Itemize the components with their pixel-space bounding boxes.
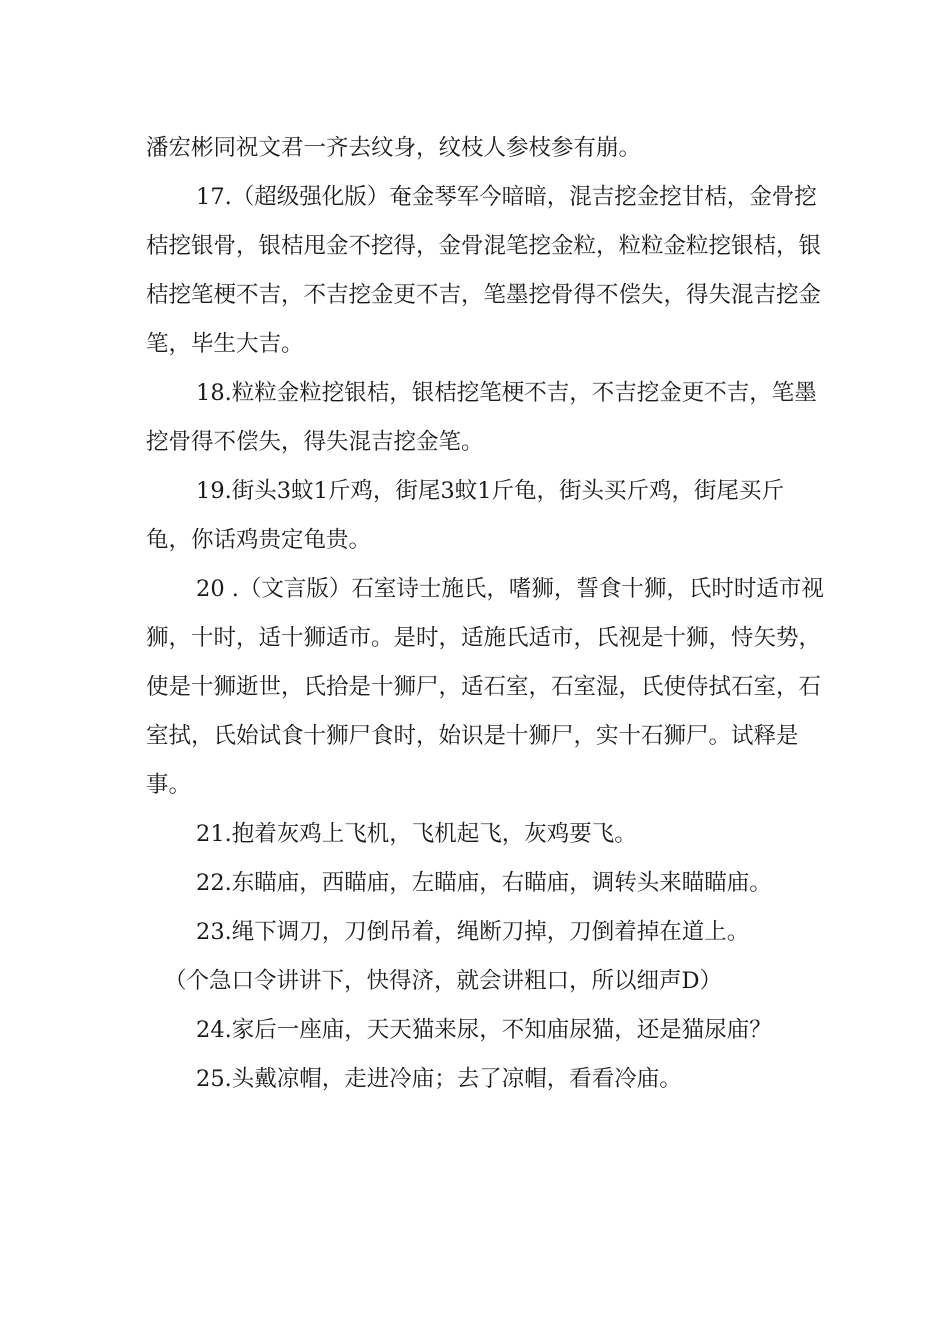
- paragraph-17: 17.（超级强化版）奄金琴军今暗暗，混吉挖金挖甘桔，金骨挖桔挖银骨，银桔甩金不挖得，金骨混笔挖金粒，粒粒金粒挖银桔，银桔挖笔梗不吉，不吉挖金更不吉，笔墨挖骨得不偿失，得失混吉挖金笔，毕生大吉。: [146, 184, 822, 357]
- document-body: [146, 124, 826, 1104]
- paragraph-22: 22.东瞄庙，西瞄庙，左瞄庙，右瞄庙，调转头来瞄瞄庙。: [196, 870, 772, 896]
- paragraph-23: 23.绳下调刀，刀倒吊着，绳断刀掉，刀倒着掉在道上。: [196, 919, 750, 945]
- paragraph-continuation: 潘宏彬同祝文君一齐去纹身，纹枝人参枝参有崩。: [146, 135, 642, 161]
- paragraph-20: 20 .（文言版）石室诗士施氏，嗜狮，誓食十狮，氏时时适市视狮，十时，适十狮适市。是时，适施氏适市，氏视是十狮，恃矢势，使是十狮逝世，氏拾是十狮尸，适石室，石室湿，氏使侍拭石室，石室拭，氏始试食十狮尸食时，始识是十狮尸，实十石狮尸。试释是事。: [146, 576, 824, 798]
- paragraph-25: 25.头戴凉帽，走进冷庙；去了凉帽，看看冷庙。: [196, 1066, 682, 1092]
- paragraph-18: 18.粒粒金粒挖银桔，银桔挖笔梗不吉，不吉挖金更不吉，笔墨挖骨得不偿失，得失混吉挖金笔。: [146, 380, 817, 455]
- paragraph-23-note: （个急口令讲讲下，快得济，就会讲粗口，所以细声D）: [164, 968, 723, 994]
- paragraph-24: 24.家后一座庙，天天猫来尿，不知庙尿猫，还是猫尿庙？: [196, 1017, 772, 1043]
- paragraph-21: 21.抱着灰鸡上飞机，飞机起飞，灰鸡要飞。: [196, 821, 637, 847]
- paragraph-19: 19.街头3蚊1斤鸡，街尾3蚊1斤龟，街头买斤鸡，街尾买斤龟，你话鸡贵定龟贵。: [146, 478, 785, 553]
